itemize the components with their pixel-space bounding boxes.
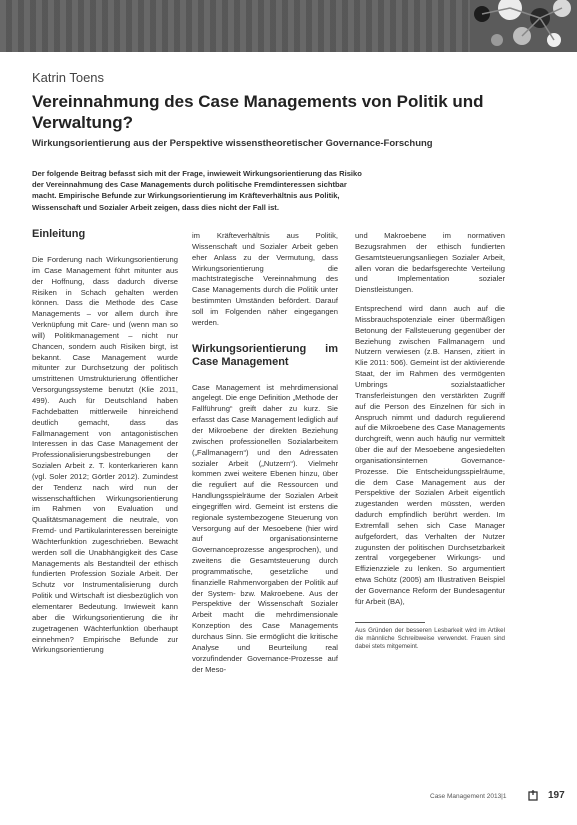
author-name: Katrin Toens <box>32 70 105 85</box>
text-column-1 <box>32 228 178 664</box>
body-paragraph: Entsprechend wird dann auch auf die Missbrauchspotenziale einer übermäßigen Betonung der Fallsteuerung gegenüber der Beziehung zwischen Fallmanagern und Nutzern verwiesen (z.B. Hansen, zitiert in Klie 2011: 506). Gemeint ist der aktivierende Staat, der im Rahmen des vermögenten Umbrings sozialstaatlicher Transferleistungen den verstärkten Zugriff auf die Person des Einzelnen für sich in Anspruch nimmt und dadurch regulierend auf die Mikroebene des Case Managements durchgreift, wenn auch häufig nur vermittelt über die auf der Mesoebene angesiedelten organisationsinternen Governance-Prozesse. Die Entscheidungsspielräume, die dem Case Management aus der Perspektive der Sozialen Arbeit eigentlich zugestanden werden müssten, werden dadurch empfindlich berührt werden. Im Extremfall sehen sich Case Manager aufgefordert, das Verhalten der Nutzer zugunsten der politischen Durchsetzbarkeit zentral vorgegebener Wirkungs- und Effizienzziele zu lenken. So argumentiert etwa Schütz (2005) am Illustrativen Beispiel der Governance Reform der Bundesagentur für Arbeit (BA), <box>355 304 505 606</box>
journal-footer: Case Management 2013|1 <box>430 793 507 800</box>
section-heading-introduction: Einleitung <box>32 228 86 240</box>
body-paragraph: im Kräfteverhältnis aus Politik, Wissenschaft und Sozialer Arbeit geben eher Anlass zu der Vermutung, dass Wirkungsorientierung die machtstrategische Vereinnahmung des Case Managements durch die Politik unter bestimmten Umständen befördert. Darauf soll im Folgenden näher eingegangen werden. <box>192 231 338 327</box>
journal-logo-icon <box>528 789 540 801</box>
body-paragraph: und Makroebene im normativen Bezugsrahmen der ethisch fundierten Gesamtsteuerungsanliegen Sozialer Arbeit, allen voran die bedarfsgerechte Verteilung und Implementation sozialer Dienstleistungen. <box>355 231 505 295</box>
footnote-divider <box>355 622 425 623</box>
text-column-2 <box>192 231 338 683</box>
page-number: 197 <box>548 790 565 801</box>
header-band <box>0 0 577 52</box>
article-title: Vereinnahmung des Case Managements von Politik und Verwaltung? <box>32 92 484 132</box>
molecule-graphic-icon <box>462 0 577 52</box>
article-abstract: Der folgende Beitrag befasst sich mit der Frage, inwieweit Wirkungsorientierung das Risiko der Vereinnahmung des Case Managements durch politische Fremdinteressen sichtbar macht. Empirische Befunde zur Wirkungsorientierung im Kräfteverhältnis aus Politik, Wissenschaft und Sozialer Arbeit zeigen, dass dies nicht der Fall ist. <box>32 169 362 212</box>
body-paragraph: Case Management ist mehrdimensional angelegt. Die enge Definition „Methode der Fallführung“ greift daher zu kurz. Sie erfasst das Case Management lediglich auf der Mikroebene der direkten Beziehung zwischen professionellen Sozialarbeitern („Fallmanagern“) und den Adressaten sozialer Arbeit („Nutzern“). Vielmehr kommen zwei weitere Ebenen hinzu, über die reguliert auf die Ressourcen und Handlungsspielräume der Sozialen Arbeit eingegriffen wird. Gemeint ist erstens die regionale systembezogene Steuerung von Versorgung auf der Mesoebene (hier wird auf organisationsinterne Governanceprozesse angesprochen), und zweitens die Gesamtsteuerung durch programmatische, gesetzliche und finanzielle Rahmenvorgaben der Politik auf der System- bzw. Makroebene. Aus der Perspektive der Wissenschaft Sozialer Arbeit macht die mehrdimensionale Konzeption des Case Managements durchaus Sinn. Sie ermöglicht die kritische Analyse und Beurteilung real vorzufindender Governance-Prozesse auf der Meso- <box>192 382 338 674</box>
header-stripes <box>0 0 470 52</box>
article-subtitle: Wirkungsorientierung aus der Perspektive wissenstheoretischer Governance-Forschung <box>32 138 433 149</box>
text-column-3 <box>355 231 505 651</box>
body-paragraph: Die Forderung nach Wirkungsorientierung im Case Management führt mitunter aus der Hoffnung, dass dadurch diverse Risiken in Schach gehalten werden können. Dass die Methode des Case Managements – vor allem durch ihre Verknüpfung mit Care- und (wenn man so will) Politikmanagement – nicht nur Chancen, sondern auch Risiken birgt, ist bekannt. Case Management wurde mitunter zur Durchsetzung der politisch umstrittenen Umstrukturierung öffentlicher Versorgungssysteme benutzt (Klie 2011, 499). Auch für Deutschland haben Fachdebatten mittlerweile hinreichend deutlich gemacht, dass das Fallmanagement von antagonistischen Interessen in das Case Management der Professionalisierungsbestrebungen der Sozialen Arbeit z. T. konterkarieren kann (vgl. Soler 2012; Görtler 2012). Zumindest der Tendenz nach wird nun der wissenschaftlichen Wirkungsorientierung im Rahmen von Evaluation und Qualitätsmanagement die neutrale, von Fremd- und Partikularinteressen bereinigte Wächterfunktion zugeschrieben. Bewacht werden soll die Unabhängigkeit des Case Managements als Bestandteil der ethisch fundierten Profession Soziale Arbeit. Der Schutz vor Instrumentalisierung durch Politik und Wirtschaft ist diesbezüglich von elementarer Bedeutung. Inwieweit kann aber die Wirkungsorientierung die ihr zugetragenen Wächterfunktion überhaupt einnehmen? Empirische Befunde zur Wirkungsorientierung <box>32 255 178 655</box>
footnote: Aus Gründen der besseren Lesbarkeit wird im Artikel die männliche Schreibweise verwendet. Frauen sind dabei stets mitgemeint. <box>355 626 505 650</box>
section-heading-wirkungsorientierung: Wirkungsorientierung im Case Management <box>192 342 338 368</box>
